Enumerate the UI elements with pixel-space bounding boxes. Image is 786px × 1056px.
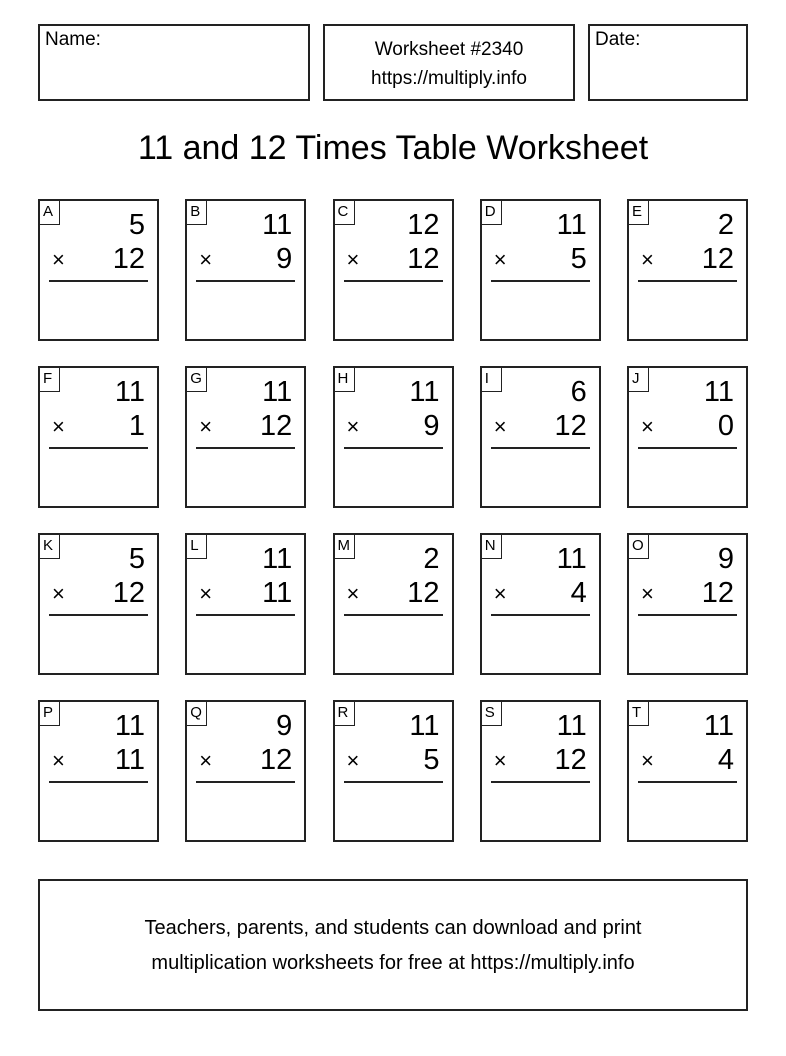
multiplier: 12 <box>407 243 440 275</box>
problem-card[interactable] <box>38 700 159 842</box>
problem-letter: T <box>629 702 649 726</box>
problem-letter: D <box>482 201 502 225</box>
problem-card[interactable] <box>480 700 601 842</box>
multiplicand: 2 <box>423 543 440 575</box>
problem-card[interactable] <box>333 366 454 508</box>
problem-card[interactable] <box>480 366 601 508</box>
problem-letter: C <box>335 201 355 225</box>
answer-line <box>49 781 148 783</box>
multiplicand: 11 <box>556 710 587 742</box>
multiplier: 12 <box>701 577 734 609</box>
multiplicand: 2 <box>717 209 734 241</box>
problem-letter: A <box>40 201 60 225</box>
times-icon: × <box>346 748 360 773</box>
multiplier: 12 <box>701 243 734 275</box>
problem-card[interactable] <box>185 533 306 675</box>
times-icon: × <box>641 748 654 773</box>
answer-line <box>491 781 590 783</box>
multiplier: 5 <box>423 744 440 776</box>
problem-card[interactable] <box>185 199 306 341</box>
date-label: Date: <box>595 29 641 50</box>
problem-card[interactable] <box>333 199 454 341</box>
multiplicand: 12 <box>407 209 440 241</box>
multiplicand: 11 <box>114 710 145 742</box>
multiplicand: 9 <box>717 543 734 575</box>
problem-letter: M <box>335 535 355 559</box>
multiplier: 12 <box>407 577 440 609</box>
multiplicand: 5 <box>128 209 145 241</box>
answer-line <box>49 447 148 449</box>
times-icon: × <box>641 581 654 606</box>
multiplicand: 11 <box>262 376 293 408</box>
times-icon: × <box>493 414 507 439</box>
multiplier: 12 <box>259 744 293 776</box>
multiplier: 9 <box>276 243 293 275</box>
times-icon: × <box>52 414 65 439</box>
multiplicand: 5 <box>128 543 145 575</box>
footer-note-box <box>38 879 748 1011</box>
problem-letter: P <box>40 702 60 726</box>
answer-line <box>344 614 443 616</box>
problem-letter: R <box>335 702 355 726</box>
times-icon: × <box>52 748 65 773</box>
multiplicand: 11 <box>409 376 440 408</box>
footer-line-1: Teachers, parents, and students can download and print <box>144 917 642 939</box>
problem-card[interactable] <box>185 366 306 508</box>
multiplicand: 9 <box>276 710 293 742</box>
worksheet-site-url: https://multiply.info <box>371 68 527 89</box>
times-icon: × <box>199 247 213 272</box>
problem-card[interactable] <box>38 366 159 508</box>
answer-line <box>49 614 148 616</box>
answer-line <box>638 280 737 282</box>
multiplicand: 11 <box>262 209 293 241</box>
answer-line <box>49 280 148 282</box>
multiplier: 12 <box>259 410 293 442</box>
answer-line <box>638 781 737 783</box>
problem-letter: I <box>482 368 502 392</box>
times-icon: × <box>641 247 654 272</box>
multiplicand: 11 <box>556 209 587 241</box>
answer-line <box>196 280 295 282</box>
footer-line-2: multiplication worksheets for free at https://multiply.info <box>151 952 635 974</box>
worksheet-info-box <box>323 24 575 101</box>
times-icon: × <box>346 414 360 439</box>
problem-letter: L <box>187 535 207 559</box>
times-icon: × <box>52 247 65 272</box>
worksheet-number: Worksheet #2340 <box>374 39 524 60</box>
problem-letter: N <box>482 535 502 559</box>
problem-card[interactable] <box>480 199 601 341</box>
answer-line <box>344 447 443 449</box>
multiplier: 11 <box>114 744 145 776</box>
problem-card[interactable] <box>627 366 748 508</box>
problem-card[interactable] <box>333 533 454 675</box>
problem-card[interactable] <box>38 533 159 675</box>
multiplicand: 11 <box>703 710 734 742</box>
answer-line <box>344 781 443 783</box>
multiplier: 11 <box>262 577 293 609</box>
multiplier: 4 <box>570 577 587 609</box>
answer-line <box>491 447 590 449</box>
date-field-box[interactable] <box>588 24 748 101</box>
multiplier: 12 <box>112 577 145 609</box>
answer-line <box>196 614 295 616</box>
problem-letter: H <box>335 368 355 392</box>
times-icon: × <box>199 748 213 773</box>
problem-letter: Q <box>187 702 207 726</box>
multiplier: 4 <box>717 744 734 776</box>
problem-card[interactable] <box>627 533 748 675</box>
problem-letter: J <box>629 368 649 392</box>
times-icon: × <box>199 414 213 439</box>
times-icon: × <box>52 581 65 606</box>
multiplier: 9 <box>423 410 440 442</box>
answer-line <box>344 280 443 282</box>
times-icon: × <box>199 581 213 606</box>
problem-letter: F <box>40 368 60 392</box>
multiplier: 0 <box>717 410 734 442</box>
problem-card[interactable] <box>480 533 601 675</box>
multiplier: 12 <box>112 243 145 275</box>
answer-line <box>491 280 590 282</box>
times-icon: × <box>493 748 507 773</box>
times-icon: × <box>346 581 360 606</box>
problem-letter: B <box>187 201 207 225</box>
multiplier: 12 <box>554 744 587 776</box>
multiplicand: 6 <box>570 376 587 408</box>
times-icon: × <box>346 247 360 272</box>
answer-line <box>491 614 590 616</box>
problem-letter: O <box>629 535 649 559</box>
problem-grid <box>38 199 748 842</box>
multiplicand: 11 <box>114 376 145 408</box>
answer-line <box>638 614 737 616</box>
multiplier: 1 <box>128 410 145 442</box>
answer-line <box>196 781 295 783</box>
problem-letter: E <box>629 201 649 225</box>
problem-card[interactable] <box>38 199 159 341</box>
name-field-box[interactable] <box>38 24 310 101</box>
problem-letter: K <box>40 535 60 559</box>
problem-card[interactable] <box>333 700 454 842</box>
times-icon: × <box>493 581 507 606</box>
times-icon: × <box>493 247 507 272</box>
multiplicand: 11 <box>556 543 587 575</box>
answer-line <box>196 447 295 449</box>
multiplicand: 11 <box>409 710 440 742</box>
answer-line <box>638 447 737 449</box>
page-title: 11 and 12 Times Table Worksheet <box>137 129 649 167</box>
multiplicand: 11 <box>703 376 734 408</box>
problem-card[interactable] <box>185 700 306 842</box>
multiplicand: 11 <box>262 543 293 575</box>
problem-letter: S <box>482 702 502 726</box>
problem-letter: G <box>187 368 207 392</box>
multiplier: 12 <box>554 410 587 442</box>
multiplier: 5 <box>570 243 587 275</box>
problem-card[interactable] <box>627 700 748 842</box>
name-label: Name: <box>45 29 101 50</box>
times-icon: × <box>641 414 654 439</box>
problem-card[interactable] <box>627 199 748 341</box>
